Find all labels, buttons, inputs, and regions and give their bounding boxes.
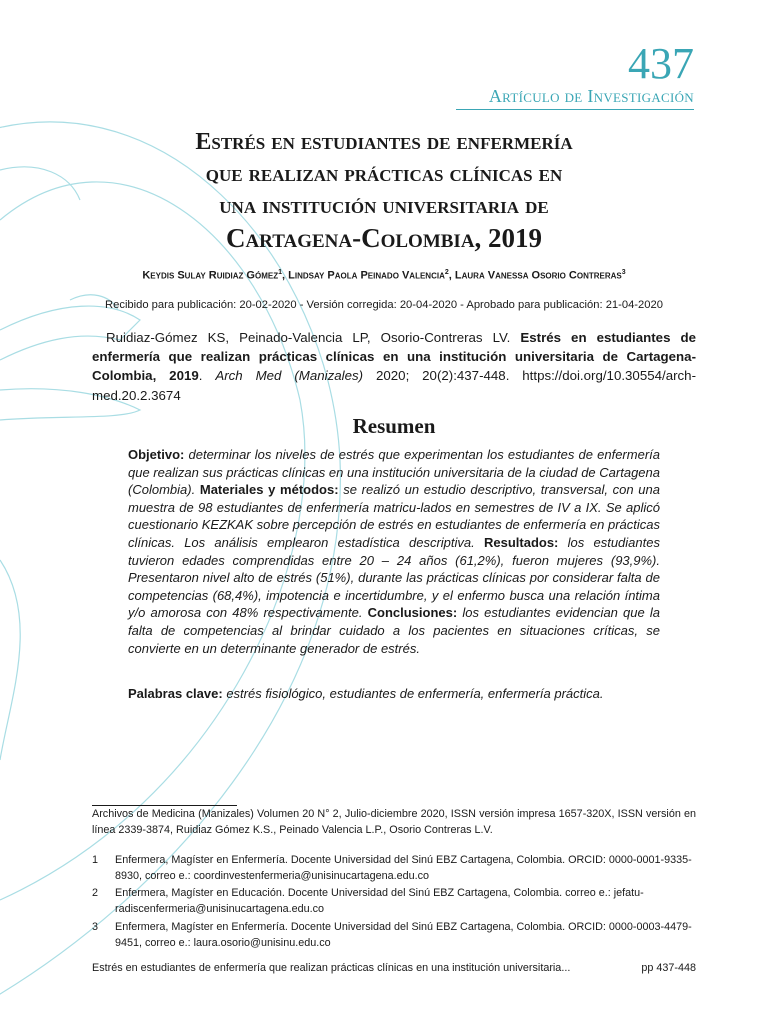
title-line: una institución universitaria de — [219, 193, 549, 219]
author-affiliation-mark: 2 — [444, 269, 449, 276]
affiliation-number: 3 — [92, 921, 99, 933]
abstract-label-resultados: Resultados: — [483, 534, 559, 550]
citation-authors: Ruidiaz-Gómez KS, Peinado-Valencia LP, Osorio-Contreras LV. — [106, 330, 511, 345]
affiliation-note — [92, 853, 696, 884]
page-number: 437 — [628, 39, 694, 88]
keywords — [128, 685, 668, 703]
abstract-body — [128, 446, 660, 657]
affiliation-number: 2 — [92, 887, 99, 899]
author-name: Keydis Sulay Ruidiaz Gómez — [142, 269, 279, 282]
running-title: Estrés en estudiantes de enfermería que realizan prácticas clínicas en una institución universitaria... — [92, 962, 571, 974]
abstract-label-metodos: Materiales y métodos: — [199, 482, 339, 498]
affiliation-text: Enfermera, Magíster en Enfermería. Docente Universidad del Sinú EBZ Cartagena, Colombia. ORCID: 0000-0003-4479-9451, correo e.: laura.osorio@unisinu.edu.co — [115, 921, 692, 949]
keywords-label: Palabras clave: — [128, 686, 223, 701]
title-line: que realizan prácticas clínicas en — [205, 161, 563, 187]
abstract-heading: Resumen — [352, 414, 436, 438]
citation-details: 2020; 20(2):437-448. https://doi.org/10.30554/arch-med.20.2.3674 — [92, 368, 696, 403]
affiliation-text: Enfermera, Magíster en Enfermería. Docente Universidad del Sinú EBZ Cartagena, Colombia. ORCID: 0000-0001-9335-8930, correo e.: coordinvestenfermeria@unisinucartagena.edu.co — [115, 854, 692, 882]
watermark-curve — [0, 167, 80, 200]
affiliation-number: 1 — [92, 854, 99, 866]
author-affiliation-mark: 3 — [621, 269, 626, 276]
footnote-divider — [92, 805, 237, 806]
title-line: Estrés en estudiantes de enfermería — [195, 129, 573, 155]
affiliation-text: Enfermera, Magíster en Educación. Docente Universidad del Sinú EBZ Cartagena, Colombia. correo e.: jefatu-radiscenfermeria@unisinucartagena.edu.co — [115, 887, 644, 915]
keywords-text: estrés fisiológico, estudiantes de enfermería, enfermería práctica. — [226, 686, 604, 701]
watermark-curve — [0, 560, 20, 760]
header-divider — [456, 109, 694, 110]
author-affiliation-mark: 1 — [278, 269, 283, 276]
publication-dates: Recibido para publicación: 20-02-2020 - Versión corregida: 20-04-2020 - Aprobado para publicación: 21-04-2020 — [105, 299, 663, 311]
author-list: Keydis Sulay Ruidiaz Gómez$^1$, Lindsay Paola Peinado Valencia$^2$, Laura Vanessa Osorio Contreras$^3$ — [142, 269, 626, 282]
abstract-text-resultados: los estudiantes tuvieron edades comprendidas entre 20 – 24 años (61,2%), fueron mujeres (93,9%). Presentaron nivel alto de estrés (51%), durante las prácticas clínicas por considerar falta de competencias (68,4%), impotencia e incertidumbre, y el enfermo busca una relación íntima y/o amorosa con 48% respectivamente. — [128, 534, 660, 621]
abstract-text-metodos: se realizó un estudio descriptivo, transversal, con una muestra de 98 estudiantes de enfermería matricu-lados en semestres de IV a IX. Se aplicó cuestionario KEZKAK sobre percepción de estrés en estudiantes de enfermería en prácticas clínicas. Los análisis emplearon estadística descriptiva. — [128, 482, 660, 550]
affiliation-note — [92, 920, 696, 951]
abstract-text-conclusiones: los estudiantes evidencian que la falta de competencias al brindar cuidado a los pacientes en situaciones críticas, se convierte en un determinante generador de estrés. — [128, 605, 660, 656]
affiliation-note — [92, 886, 696, 917]
article-title — [92, 126, 676, 256]
title-line: Cartagena-Colombia, 2019 — [225, 223, 543, 253]
abstract-text-objetivo: determinar los niveles de estrés que experimentan los estudiantes de enfermería que realizan sus prácticas clínicas en una institución universitaria de la ciudad de Cartagena (Colombia). — [128, 447, 660, 498]
journal-info: Archivos de Medicina (Manizales) Volumen 20 N° 2, Julio-diciembre 2020, ISSN versión impresa 1657-320X, ISSN versión en línea 2339-3874, Ruidiaz Gómez K.S., Peinado Valencia L.P., Osorio Contreras L.V. — [92, 808, 696, 836]
abstract-label-conclusiones: Conclusiones: — [367, 605, 458, 621]
author-name: Lindsay Paola Peinado Valencia — [288, 269, 445, 282]
section-label: Artículo de Investigación — [488, 86, 694, 106]
citation-block: Ruidiaz-Gómez KS, Peinado-Valencia LP, Osorio-Contreras LV. Estrés en estudiantes de enfermería que realizan prácticas clínicas en una institución universitaria de Cartagena-Colombia, 2019. Arch Med (Manizales) 2020; 20(2):437-448. https://doi.org/10.30554/arch-med.20.2.3674 — [92, 330, 697, 403]
author-name: Laura Vanessa Osorio Contreras — [454, 269, 622, 282]
abstract-label-objetivo: Objetivo: — [128, 447, 185, 462]
citation-journal: Arch Med (Manizales) — [215, 368, 364, 384]
page-range: pp 437-448 — [641, 962, 696, 974]
citation-title: Estrés en estudiantes de enfermería que realizan prácticas clínicas en una institución universitaria de Cartagena-Colombia, 2019 — [92, 330, 697, 384]
